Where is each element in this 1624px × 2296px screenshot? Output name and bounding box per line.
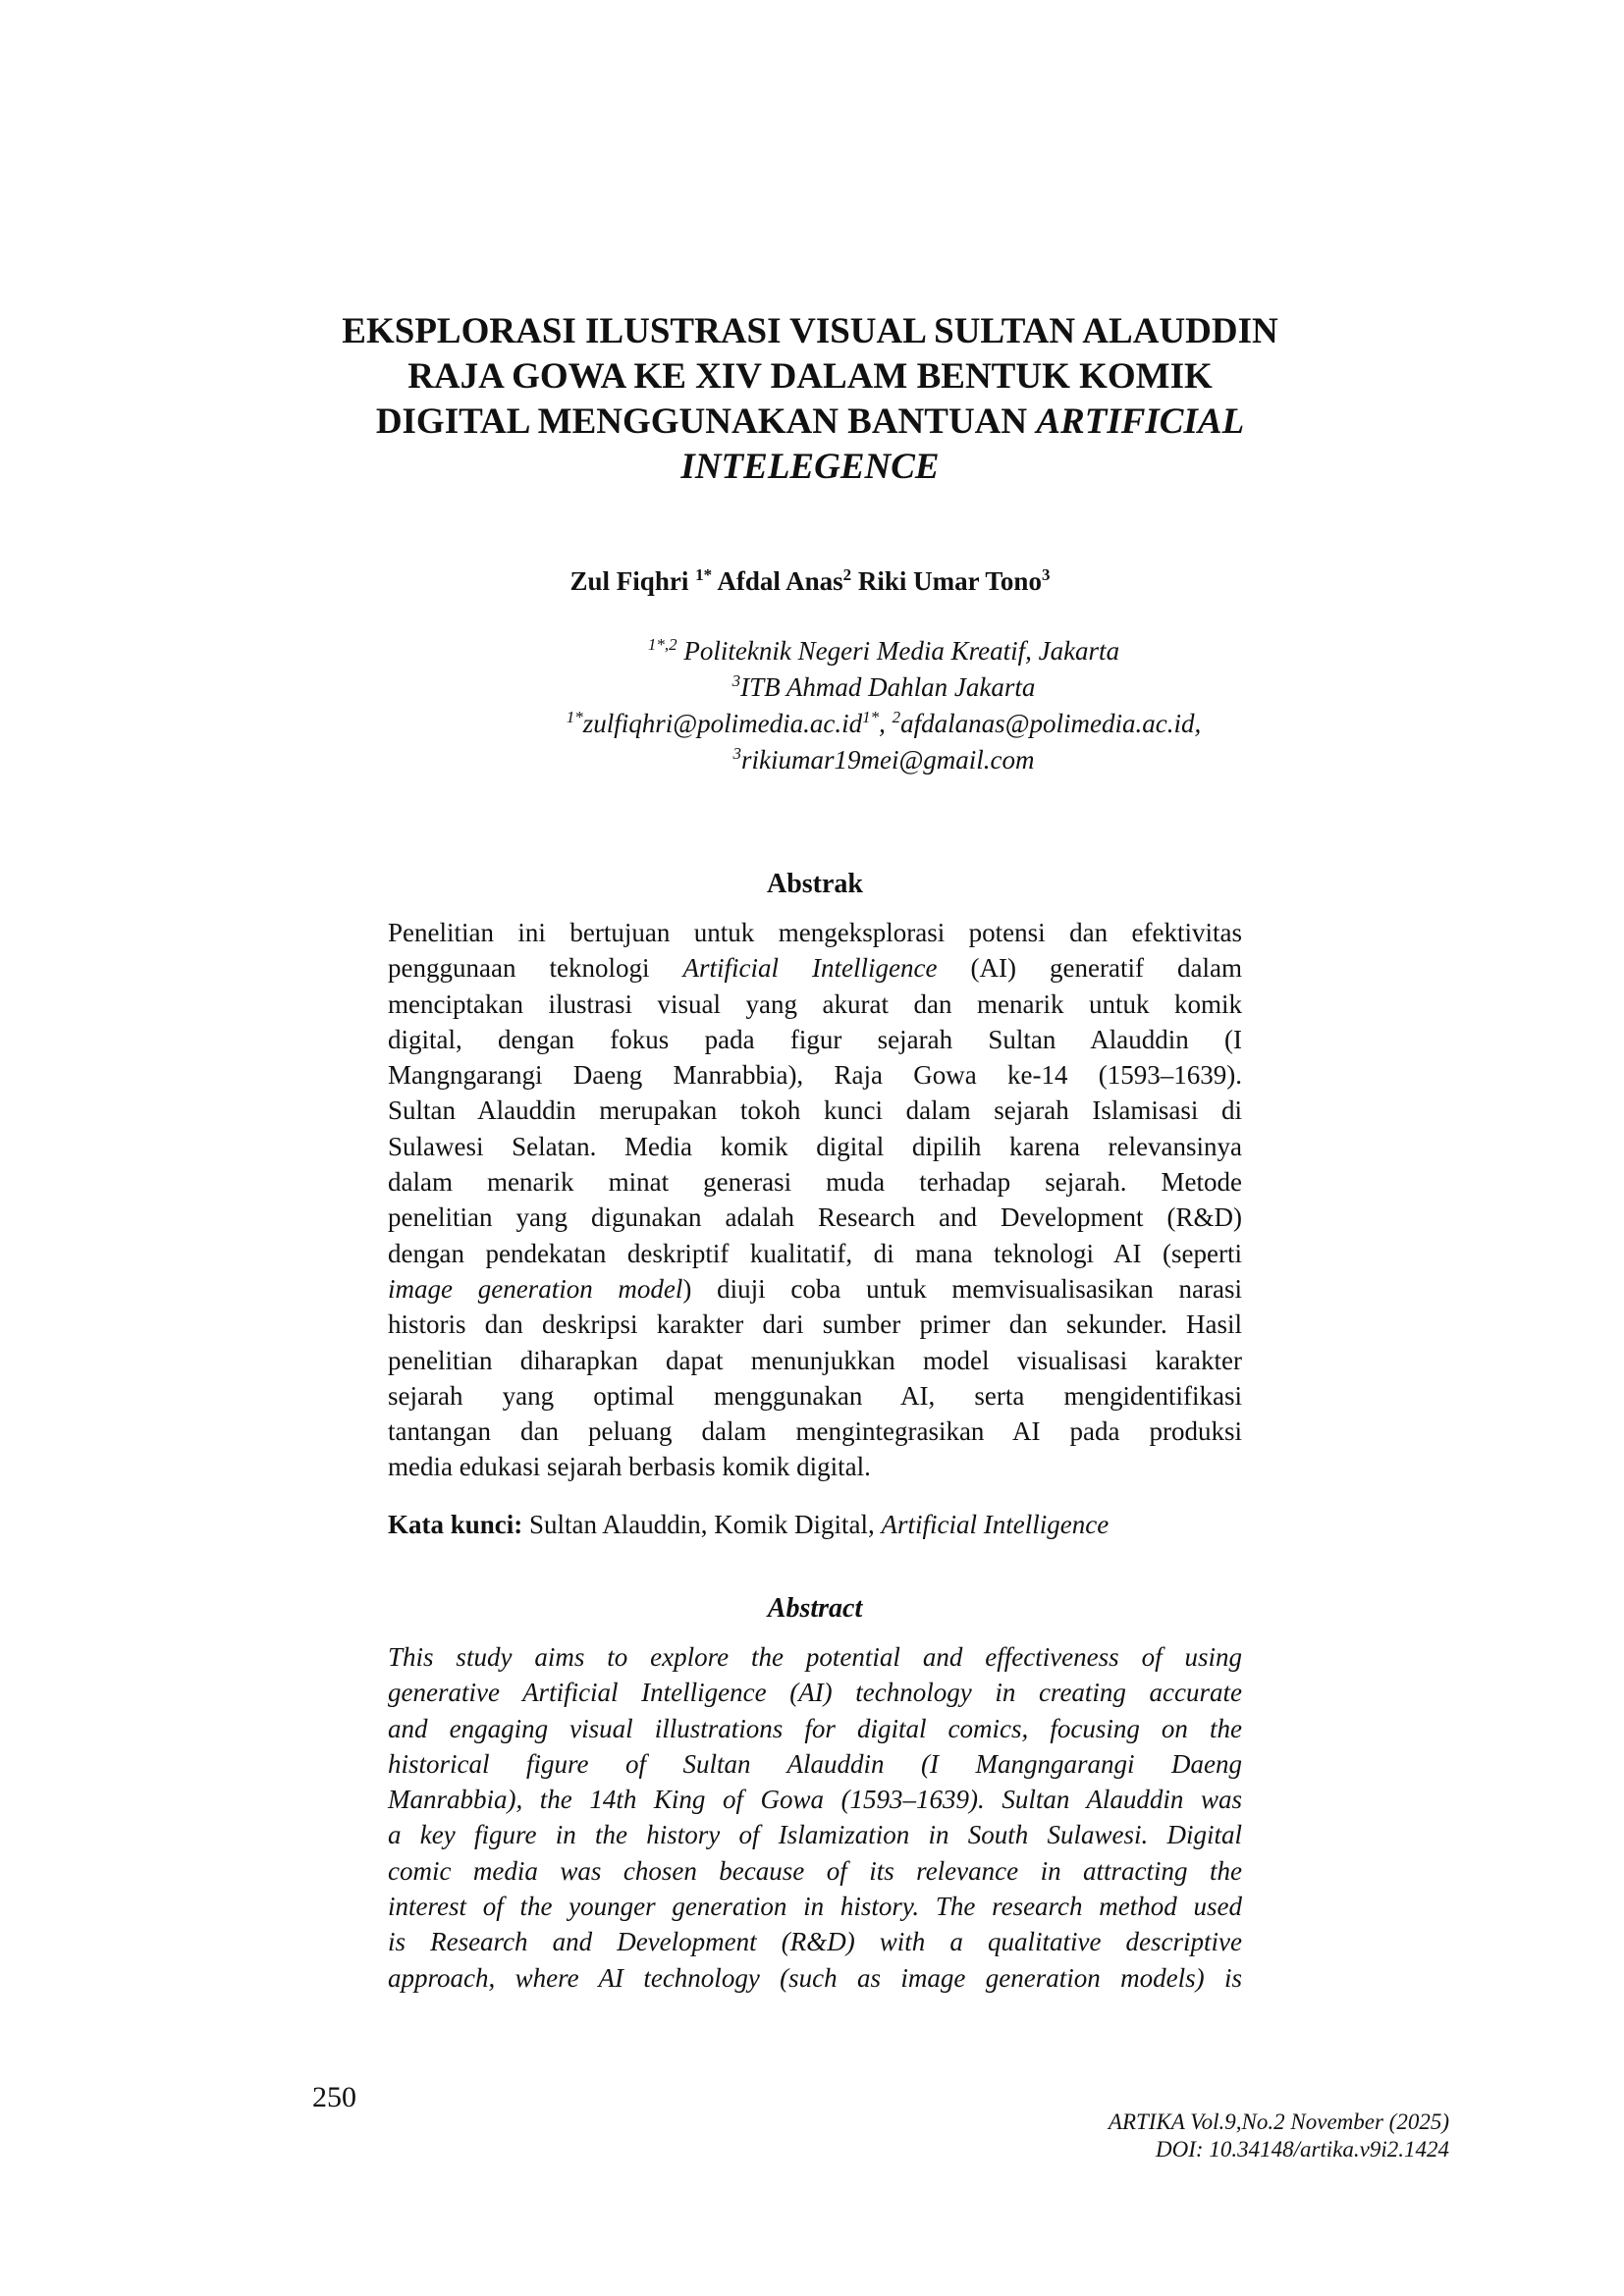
abstrak-line-9: penelitian yang digunakan adalah Research and Development (R&D): [388, 1202, 1242, 1233]
journal-footer: [1109, 2109, 1449, 2163]
affiliation-1-sup: 1*,2: [647, 635, 677, 654]
affiliations: [393, 633, 1375, 778]
author-1-sup: 1*: [695, 565, 713, 584]
abstract-line-7: comic media was chosen because of its relevance in attracting the: [388, 1855, 1242, 1886]
author-2-sup: 2: [842, 565, 852, 584]
abstract-line-8: interest of the younger generation in history. The research method used: [388, 1892, 1242, 1922]
abstract-line-9: is Research and Development (R&D) with a qualitative descriptive: [388, 1927, 1242, 1957]
abstrak-line-4: digital, dengan fokus pada figur sejarah Sultan Alauddin (I: [388, 1024, 1242, 1054]
email-2-sup: 2: [892, 708, 901, 726]
abstrak-line-2b: Artificial Intelligence: [682, 953, 938, 984]
author-3-sup: 3: [1041, 565, 1051, 584]
title-line-3: [255, 400, 1365, 445]
abstrak-line-12: historis dan deskripsi karakter dari sumber primer dan sekunder. Hasil: [388, 1309, 1242, 1340]
abstrak-line-16: media edukasi sejarah berbasis komik digital.: [388, 1452, 871, 1482]
abstrak-line-14: sejarah yang optimal menggunakan AI, serta mengidentifikasi: [388, 1380, 1242, 1411]
email-separator: ,: [879, 709, 893, 738]
abstrak-line-11: [388, 1271, 1242, 1307]
abstract-line-2: generative Artificial Intelligence (AI) technology in creating accurate: [388, 1678, 1242, 1708]
author-2: Afdal Anas: [712, 566, 843, 596]
paper-title: [255, 309, 1365, 490]
abstrak-line-10: dengan pendekatan deskriptif kualitatif, di mana teknologi AI (seperti: [388, 1238, 1242, 1268]
affiliation-line-2: [393, 669, 1375, 706]
affiliation-2-sup: 3: [731, 671, 741, 690]
abstract-body: [388, 1639, 1242, 1996]
abstract-line-10: approach, where AI technology (such as image generation models) is: [388, 1962, 1242, 1993]
author-1: Zul Fiqhri: [569, 566, 696, 596]
author-3: Riki Umar Tono: [851, 566, 1042, 596]
title-line-1: EKSPLORASI ILUSTRASI VISUAL SULTAN ALAUDDIN: [342, 311, 1278, 351]
abstrak-line-8: dalam menarik minat generasi muda terhadap sejarah. Metode: [388, 1167, 1242, 1198]
abstrak-line-7: Sulawesi Selatan. Media komik digital dipilih karena relevansinya: [388, 1131, 1242, 1161]
journal-doi[interactable]: DOI: 10.34148/artika.v9i2.1424: [1156, 2137, 1449, 2162]
abstrak-line-6: Sultan Alauddin merupakan tokoh kunci dalam sejarah Islamisasi di: [388, 1095, 1242, 1126]
affiliation-line-1: [393, 633, 1375, 669]
abstrak-line-2: [388, 950, 1242, 986]
email-line-1: [393, 706, 1375, 742]
abstract-line-4: historical figure of Sultan Alauddin (I Mangngarangi Daeng: [388, 1748, 1242, 1779]
affiliation-1-text: Politeknik Negeri Media Kreatif, Jakarta: [677, 636, 1120, 666]
abstract-heading: Abstract: [767, 1593, 863, 1624]
email-1-sup-a: 1*: [566, 708, 583, 726]
abstrak-line-2a: penggunaan teknologi: [388, 953, 683, 984]
abstrak-line-3: menciptakan ilustrasi visual yang akurat dan menarik untuk komik: [388, 988, 1242, 1019]
keywords-plain: Sultan Alauddin, Komik Digital,: [522, 1510, 882, 1539]
email-3[interactable]: rikiumar19mei@gmail.com: [740, 745, 1035, 774]
email-3-sup: 3: [732, 744, 741, 763]
title-line-2: RAJA GOWA KE XIV DALAM BENTUK KOMIK: [407, 356, 1213, 397]
abstrak-line-13: penelitian diharapkan dapat menunjukkan model visualisasi karakter: [388, 1345, 1242, 1375]
keywords: [388, 1508, 1242, 1541]
author-list: [255, 564, 1365, 598]
abstrak-body: [388, 915, 1242, 1485]
abstract-line-6: a key figure in the history of Islamization in South Sulawesi. Digital: [388, 1820, 1242, 1850]
abstrak-line-11a: image generation model: [388, 1273, 683, 1304]
abstrak-line-2c: (AI) generatif dalam: [937, 953, 1242, 984]
email-1[interactable]: zulfiqhri@polimedia.ac.id: [582, 709, 863, 738]
affiliation-2-text: ITB Ahmad Dahlan Jakarta: [740, 672, 1036, 702]
abstrak-line-1: Penelitian ini bertujuan untuk mengeksplorasi potensi dan efektivitas: [388, 918, 1242, 947]
abstract-line-5: Manrabbia), the 14th King of Gowa (1593–1639). Sultan Alauddin was: [388, 1785, 1242, 1815]
abstract-line-3: and engaging visual illustrations for digital comics, focusing on the: [388, 1713, 1242, 1743]
abstrak-heading: Abstrak: [766, 869, 863, 899]
email-2[interactable]: afdalanas@polimedia.ac.id,: [900, 709, 1202, 738]
email-line-2: [393, 742, 1375, 778]
page-number: 250: [312, 2081, 356, 2113]
abstrak-line-5: Mangngarangi Daeng Manrabbia), Raja Gowa ke-14 (1593–1639).: [388, 1060, 1242, 1091]
keywords-label: Kata kunci:: [388, 1510, 523, 1539]
keywords-italic: Artificial Intelligence: [881, 1510, 1110, 1539]
journal-citation: ARTIKA Vol.9,No.2 November (2025): [1108, 2109, 1449, 2134]
abstrak-line-15: tantangan dan peluang dalam mengintegrasikan AI pada produksi: [388, 1416, 1242, 1447]
title-line-3-normal: DIGITAL MENGGUNAKAN BANTUAN: [375, 401, 1037, 442]
abstract-line-1: This study aims to explore the potential and effectiveness of using: [388, 1642, 1242, 1672]
email-1-sup-b: 1*: [862, 708, 880, 726]
abstrak-line-11b: ) diuji coba untuk memvisualisasikan narasi: [682, 1273, 1242, 1304]
title-line-3-italic: ARTIFICIAL: [1036, 401, 1245, 442]
title-line-4: INTELEGENCE: [680, 447, 940, 487]
